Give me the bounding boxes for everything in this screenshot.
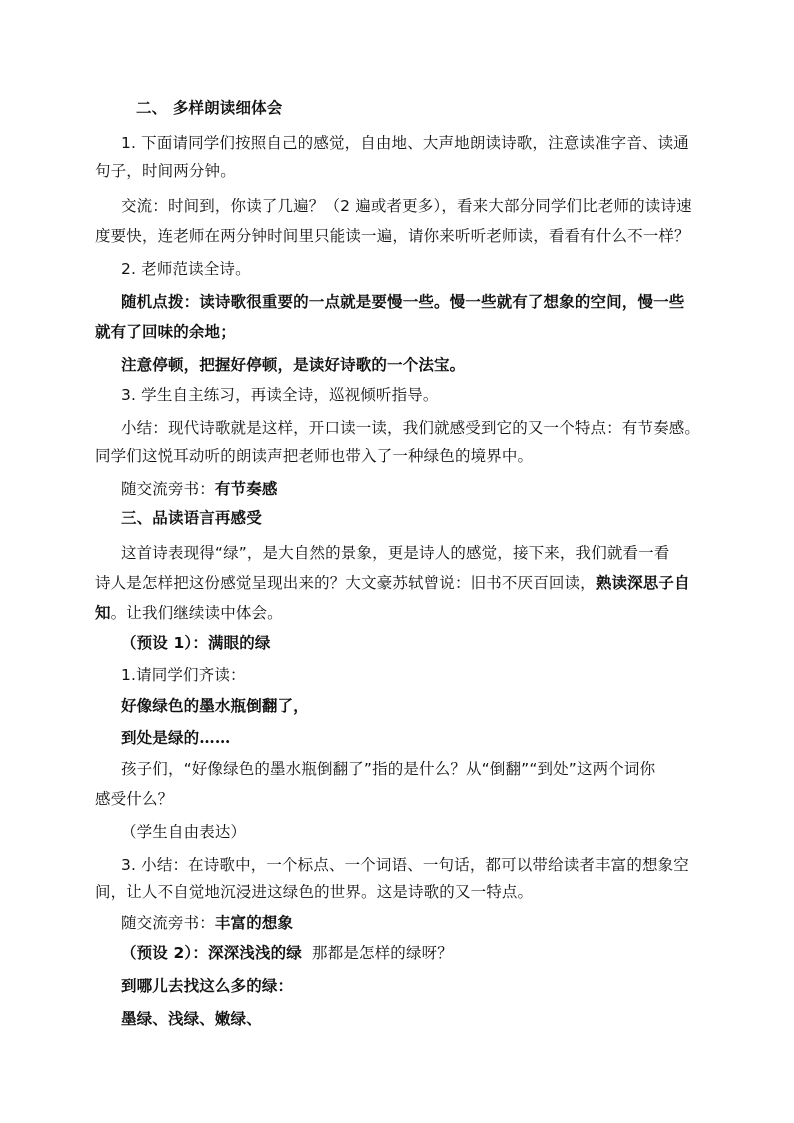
preset-heading-2 — [121, 943, 453, 963]
paragraph-line: 就有了回味的余地； — [95, 323, 236, 341]
paragraph-line: 孩子们，“好像绿色的墨水瓶倒翻了”指的是什么？从“倒翻”“到处”这两个词你 — [121, 760, 656, 778]
text-segment: 。让我们继续读中体会。 — [110, 604, 283, 622]
text-segment: 随交流旁书： — [121, 914, 215, 932]
section-heading-3: 三、品读语言再感受 — [121, 509, 262, 527]
poem-line: 到哪儿去找这么多的绿： — [121, 976, 294, 995]
paragraph-line: 注意停顿，把握好停顿，是读好诗歌的一个法宝。 — [121, 356, 466, 374]
text-segment-bold: 丰富的想象 — [214, 914, 294, 932]
paragraph-line — [121, 913, 293, 933]
text-segment-bold: 熟读深思子自 — [595, 574, 690, 592]
paragraph-line: 同学们这悦耳动听的朗读声把老师也带入了一种绿色的境界中。 — [95, 447, 534, 465]
paragraph-line: 感受什么？ — [95, 790, 174, 808]
paragraph-line — [95, 573, 690, 593]
text-segment-bold: 有节奏感 — [214, 480, 278, 498]
paragraph-line: 1.请同学们齐读： — [121, 666, 246, 684]
paragraph-line: 随机点拨：读诗歌很重要的一点就是要慢一些。慢一些就有了想象的空间，慢一些 — [121, 293, 685, 311]
paragraph-line — [121, 479, 278, 499]
poem-line: 到处是绿的…… — [121, 728, 231, 747]
poem-line: 墨绿、浅绿、嫩绿、 — [121, 1009, 262, 1028]
section-heading-2: 二、 多样朗读细体会 — [136, 99, 283, 117]
paragraph-line: 1. 下面请同学们按照自己的感觉，自由地、大声地朗读诗歌，注意读准字音、读通 — [121, 134, 689, 152]
preset-heading-1: （预设 1）：满眼的绿 — [121, 634, 271, 652]
paragraph-line: 2. 老师范读全诗。 — [121, 260, 251, 278]
text-segment-bold: 知 — [95, 604, 111, 622]
paragraph-line: 句子，时间两分钟。 — [95, 162, 236, 180]
paragraph-line — [95, 603, 283, 623]
paragraph-line: 交流：时间到，你读了几遍？（2 遍或者更多），看来大部分同学们比老师的读诗速 — [121, 197, 692, 215]
text-segment-bold: （预设 2）：深深浅浅的绿 — [121, 944, 302, 962]
poem-line: 好像绿色的墨水瓶倒翻了， — [121, 696, 309, 715]
text-segment: 那都是怎样的绿呀？ — [301, 944, 453, 962]
paragraph-line: （学生自由表达） — [121, 823, 247, 841]
paragraph-line: 小结：现代诗歌就是这样，开口读一读，我们就感受到它的又一个特点：有节奏感。 — [121, 419, 701, 437]
paragraph-line: 间，让人不自觉地沉浸进这绿色的世界。这是诗歌的又一特点。 — [95, 883, 534, 901]
text-segment: 随交流旁书： — [121, 480, 215, 498]
text-segment: 诗人是怎样把这份感觉呈现出来的？大文豪苏轼曾说：旧书不厌百回读， — [95, 574, 596, 592]
paragraph-line: 3. 小结：在诗歌中，一个标点、一个词语、一句话，都可以带给读者丰富的想象空 — [121, 856, 689, 874]
paragraph-line: 度要快，连老师在两分钟时间里只能读一遍，请你来听听老师读，看看有什么不一样？ — [95, 227, 690, 245]
paragraph-line: 这首诗表现得“绿”，是大自然的景象，更是诗人的感觉，接下来，我们就看一看 — [121, 544, 670, 562]
paragraph-line: 3. 学生自主练习，再读全诗，巡视倾听指导。 — [121, 386, 439, 404]
